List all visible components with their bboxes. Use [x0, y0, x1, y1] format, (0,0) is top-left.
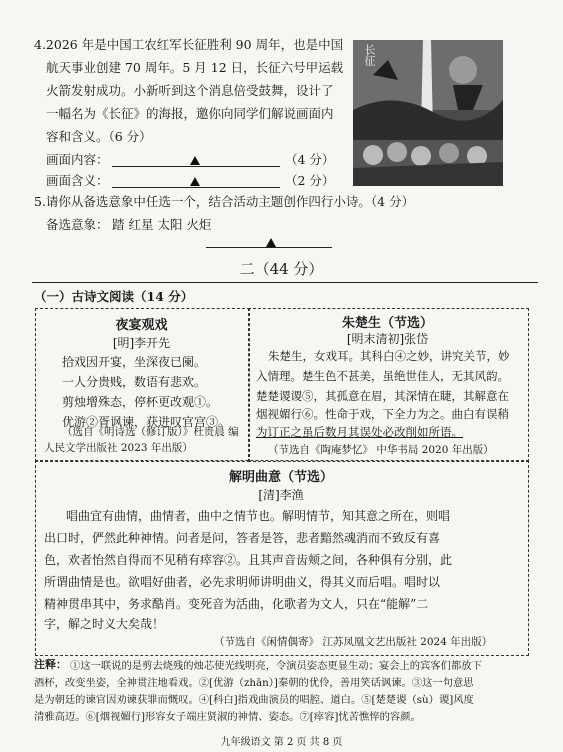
zhu-line-5: 为订正之虽后数月其误处必改削如所语。 [256, 425, 463, 439]
meaning-label: 画面含义： [46, 173, 109, 188]
q4-line-4: 一幅名为《长征》的海报，邀你向同学们解说画面内 [46, 106, 334, 121]
q4-line-1: 4.2026 年是中国工农红军长征胜利 90 周年，也是中国 [34, 37, 344, 52]
jie-line-2: 出口时，俨然此种神情。问者是问，答者是答，悲者黯然魂消而不致反有喜 [44, 531, 441, 545]
poem-source-2: 人民文学出版社 2023 年出版） [44, 442, 193, 454]
jie-line-6: 字，解之时义大矣哉！ [44, 617, 165, 631]
poem-source-1: （选自《明诗选（修订版）》杜贵晨 编 [62, 426, 239, 438]
q4-line-5: 容和含义。（6 分） [46, 129, 152, 144]
zhu-line-3: 楚楚谡谡⑤，其孤意在眉，其深情在睫，其解意在 [256, 389, 509, 403]
notes-line-1: ①这一联说的是剪去烧残的烛芯使光线明亮，令演员姿态更显生动；宴会上的宾客们都放下 [70, 660, 482, 672]
poem-title: 夜宴观戏 [115, 318, 168, 333]
poem-line-3: 剪烛增殊态，停杯更改观①。 [62, 395, 219, 409]
content-label: 画面内容： [46, 152, 109, 167]
jie-source: （节选自《闲情偶寄》 江苏凤凰文艺出版社 2024 年出版） [214, 636, 493, 648]
triangle-icon [190, 171, 200, 190]
zhu-source: （节选自《陶庵梦忆》 中华书局 2020 年出版） [268, 444, 494, 456]
section-divider [32, 282, 538, 283]
poster-caption: 长征 [363, 44, 376, 66]
poem-line-1: 拾戏因开宴，坐深夜已阑。 [62, 355, 207, 369]
zhu-title: 朱楚生（节选） [341, 316, 433, 331]
zhu-author: [明末清初]张岱 [346, 332, 429, 346]
q4-line-3: 火箭发射成功。小新听到这个消息倍受鼓舞，设计了 [46, 83, 334, 98]
q4-line-2: 航天事业创建 70 周年。5 月 12 日，长征六号甲运载 [46, 60, 344, 75]
notes-line-2: 酒杯，改变坐姿，全神贯注地看戏。②[优游（zhān）]秦朝的优伶，善用笑话讽谏。③这一句意思 [34, 677, 474, 689]
jie-author: [清]李渔 [258, 488, 304, 502]
jie-line-1: 唱曲宜有曲情，曲情者，曲中之情节也。解明情节，知其意之所在，则唱 [66, 509, 451, 523]
notes-line-4: 清雅高迈。⑥[烟视媚行]形容女子端庄贤淑的神情、姿态。⑦[瘁容]忧苦憔悴的容颜。 [34, 711, 421, 723]
zhu-line-1: 朱楚生，女戏耳。其科白④之妙，讲究关节，妙 [268, 349, 510, 363]
jie-line-5: 精神贯串其中，务求酷肖。变死音为活曲，化歌者为文人，只在“能解”二 [44, 597, 429, 611]
poem-author: [明]李开先 [112, 336, 171, 350]
zhu-line-4: 烟视媚行⑥。性命于戏，下全力为之。曲白有误稍 [256, 407, 509, 421]
jie-line-4: 所谓曲情是也。欲唱好曲者，必先求明师讲明曲义，得其义而后唱。唱时以 [44, 575, 441, 589]
jie-title: 解明曲意（节选） [228, 470, 333, 485]
subsection-title: （一）古诗文阅读（14 分） [34, 289, 194, 304]
notes-label: 注释： [34, 658, 67, 671]
notes-line-3: 是为朝廷的谏官因劝谏获罪而慨叹。④[科白]指戏曲演员的唱腔、道白。⑤[楚楚谡（sù）谡]风度 [34, 694, 474, 706]
section-title: 二（44 分） [239, 260, 324, 278]
q5-options-label: 备选意象： [46, 217, 109, 232]
poem-line-4: 优游②胥讽谏，获进叹官宫③。 [62, 415, 231, 429]
jie-line-3: 色，欢者怡然自得而不见稍有瘁容②。且其声音齿颊之间，各种俱有分别，此 [44, 553, 453, 567]
content-score: （4 分） [285, 152, 335, 167]
poem-line-2: 一人分贵贱，数语有悲欢。 [62, 375, 207, 389]
meaning-score: （2 分） [285, 173, 335, 188]
changzheng-poster [353, 40, 503, 186]
triangle-icon [190, 150, 200, 169]
q5-line: 5.请你从备选意象中任选一个，结合活动主题创作四行小诗。（4 分） [34, 194, 415, 209]
q5-options: 踏 红星 太阳 火炬 [112, 217, 212, 232]
page-footer: 九年级语文 第 2 页 共 8 页 [220, 737, 343, 748]
zhu-line-2: 入情理。楚生色不甚美，虽绝世佳人，无其风韵。 [256, 369, 509, 383]
triangle-icon [266, 232, 276, 251]
